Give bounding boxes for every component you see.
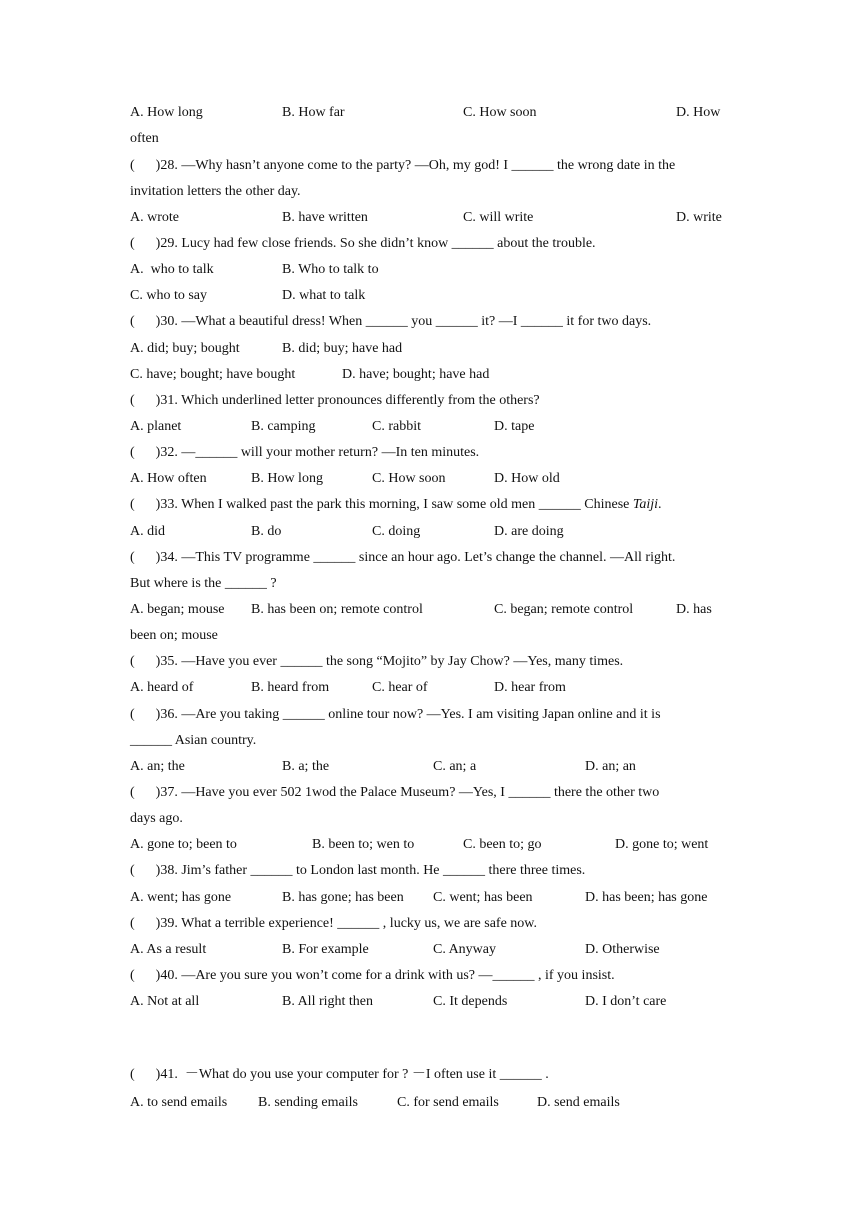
question-text: ( )35. —Have you ever ______ the song “Mojito” by Jay Chow? —Yes, many times.: [130, 654, 624, 669]
question-text-continued: But where is the ______ ?: [130, 576, 277, 591]
italic-term: Taiji: [632, 497, 659, 512]
option-b: B. have written: [282, 210, 368, 225]
question-text: ( )40. —Are you sure you won’t come for a drink with us? —______ , if you insist.: [130, 968, 615, 983]
option-d: D. gone to; went: [615, 837, 709, 852]
option-d: D. tape: [494, 419, 535, 434]
option-d-wrap: been on; mouse: [130, 628, 218, 643]
option-a: A. How long: [130, 105, 203, 120]
question-text: ( )28. —Why hasn’t anyone come to the party? —Oh, my god! I ______ the wrong date in the: [130, 158, 676, 173]
option-b: B. been to; wen to: [312, 837, 415, 852]
question-text: ( )39. What a terrible experience! ______ , lucky us, we are safe now.: [130, 916, 538, 931]
question-text: ( )29. Lucy had few close friends. So she didn’t know ______ about the trouble.: [130, 236, 596, 251]
question-text-continued: days ago.: [130, 811, 183, 826]
option-a: A. an; the: [130, 759, 185, 774]
option-b: B. did; buy; have had: [282, 341, 403, 356]
question-text: ( )38. Jim’s father ______ to London last month. He ______ there three times.: [130, 863, 586, 878]
option-a: A. began; mouse: [130, 602, 225, 617]
option-c: C. hear of: [372, 680, 428, 695]
option-c: C. for send emails: [397, 1095, 499, 1110]
option-d: D. How old: [494, 471, 560, 486]
option-c: C. who to say: [130, 288, 207, 303]
option-d: D. write: [676, 210, 722, 225]
option-c: C. Anyway: [433, 942, 496, 957]
question-text-continued: invitation letters the other day.: [130, 184, 301, 199]
option-c: C. rabbit: [372, 419, 421, 434]
option-c: C. How soon: [463, 105, 537, 120]
option-b: B. sending emails: [258, 1095, 358, 1110]
option-b: B. heard from: [251, 680, 330, 695]
option-c: C. an; a: [433, 759, 477, 774]
option-d: D. has been; has gone: [585, 890, 708, 905]
option-a: A. did: [130, 524, 165, 539]
option-a: A. went; has gone: [130, 890, 232, 905]
option-d: D. an; an: [585, 759, 636, 774]
option-a: A. Not at all: [130, 994, 200, 1009]
question-text: ( )33. When I walked past the park this morning, I saw some old men ______ Chinese Taiji.: [130, 497, 662, 512]
option-b: B. For example: [282, 942, 369, 957]
question-text: ( )32. —______ will your mother return? —In ten minutes.: [130, 445, 480, 460]
question-text: ( )30. —What a beautiful dress! When ______ you ______ it? —I ______ it for two days.: [130, 314, 652, 329]
option-b: B. has been on; remote control: [251, 602, 423, 617]
option-d: D. Otherwise: [585, 942, 660, 957]
option-d: D. How: [676, 105, 721, 120]
option-d-wrap: often: [130, 131, 159, 146]
option-c: C. been to; go: [463, 837, 542, 852]
option-b: B. How long: [251, 471, 323, 486]
option-c: C. It depends: [433, 994, 508, 1009]
option-d: D. has: [676, 602, 712, 617]
option-a: A. did; buy; bought: [130, 341, 240, 356]
option-c: C. will write: [463, 210, 534, 225]
option-b: B. Who to talk to: [282, 262, 379, 277]
option-c: C. How soon: [372, 471, 446, 486]
option-a: A. planet: [130, 419, 182, 434]
option-a: A. who to talk: [130, 262, 214, 277]
option-c: C. have; bought; have bought: [130, 367, 296, 382]
option-b: B. How far: [282, 105, 345, 120]
option-d: D. hear from: [494, 680, 566, 695]
option-b: B. camping: [251, 419, 316, 434]
option-a: A. gone to; been to: [130, 837, 237, 852]
option-d: D. have; bought; have had: [342, 367, 490, 382]
option-a: A. wrote: [130, 210, 179, 225]
option-b: B. do: [251, 524, 282, 539]
option-c: C. began; remote control: [494, 602, 634, 617]
question-text-continued: ______ Asian country.: [130, 733, 257, 748]
question-text: ( )41. －What do you use your computer for ? －I often use it ______ .: [130, 1067, 549, 1082]
option-d: D. what to talk: [282, 288, 366, 303]
option-d: D. I don’t care: [585, 994, 667, 1009]
option-a: A. heard of: [130, 680, 194, 695]
question-text: ( )36. —Are you taking ______ online tour now? —Yes. I am visiting Japan online and it is: [130, 707, 661, 722]
option-a: A. As a result: [130, 942, 207, 957]
option-a: A. How often: [130, 471, 207, 486]
option-b: B. a; the: [282, 759, 330, 774]
option-b: B. has gone; has been: [282, 890, 404, 905]
option-a: A. to send emails: [130, 1095, 228, 1110]
option-c: C. doing: [372, 524, 421, 539]
question-text: ( )34. —This TV programme ______ since an hour ago. Let’s change the channel. —All right.: [130, 550, 676, 565]
question-text: ( )37. —Have you ever 502 1wod the Palace Museum? —Yes, I ______ there the other two: [130, 785, 660, 800]
option-d: D. send emails: [537, 1095, 620, 1110]
question-text: ( )31. Which underlined letter pronounces differently from the others?: [130, 393, 540, 408]
option-b: B. All right then: [282, 994, 373, 1009]
option-c: C. went; has been: [433, 890, 533, 905]
option-d: D. are doing: [494, 524, 564, 539]
